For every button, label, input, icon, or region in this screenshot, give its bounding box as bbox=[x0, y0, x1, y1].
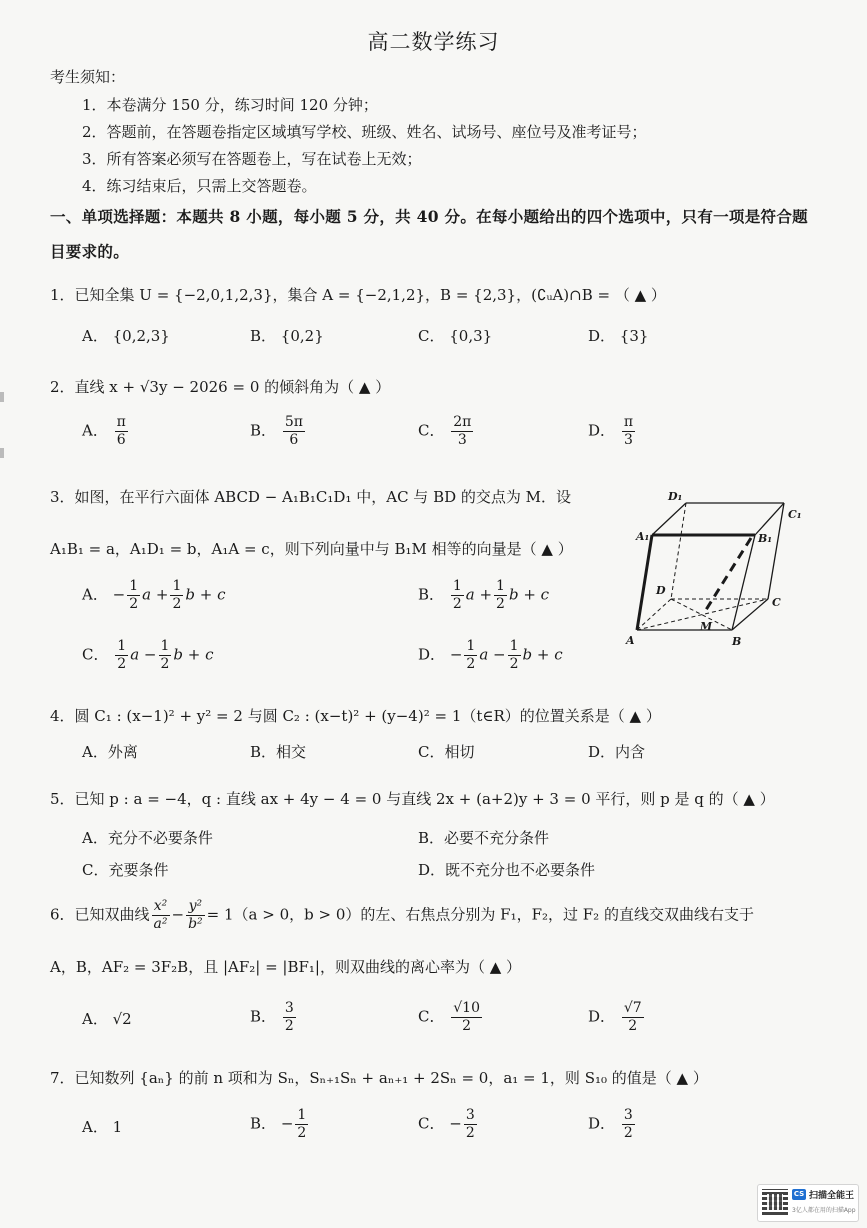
denominator: b² bbox=[188, 916, 203, 932]
option-label: D． bbox=[588, 1007, 616, 1026]
label-C1: C₁ bbox=[788, 508, 802, 521]
vector-a: a bbox=[142, 585, 152, 604]
section-heading-line1: 一、单项选择题：本题共 8 小题，每小题 5 分，共 40 分。在每小题给出的四个选项中，只有一项是符合题 bbox=[50, 207, 808, 226]
sign: − bbox=[493, 645, 506, 664]
edge-BC bbox=[732, 599, 768, 630]
fraction-x2-a2 bbox=[152, 898, 170, 933]
notice-item: 2．答题前，在答题卷指定区域填写学校、班级、姓名、试场号、座位号及准考证号； bbox=[82, 123, 647, 141]
denominator: 2 bbox=[623, 1125, 633, 1141]
vector-tail: b + c bbox=[522, 645, 563, 664]
denominator: 2 bbox=[496, 596, 505, 612]
q3-option-c bbox=[82, 638, 214, 673]
vector-tail: b + c bbox=[185, 585, 226, 604]
label-M: M bbox=[700, 620, 713, 633]
denominator: 2 bbox=[160, 656, 170, 672]
q7-option-b bbox=[250, 1107, 310, 1142]
question-3-stem-line1: 3．如图，在平行六面体 ABCD − A₁B₁C₁D₁ 中，AC 与 BD 的交点为 M．设 bbox=[50, 488, 572, 506]
vector-a: a bbox=[465, 585, 475, 604]
fraction-half bbox=[115, 638, 128, 673]
fraction-y2-b2 bbox=[186, 898, 205, 933]
edge-A1D1 bbox=[652, 503, 686, 535]
numerator: 2π bbox=[453, 414, 472, 430]
fraction bbox=[283, 1000, 296, 1035]
q6-option-d bbox=[588, 1000, 646, 1035]
numerator: 3 bbox=[465, 1107, 475, 1123]
section-heading-line2: 目要求的。 bbox=[50, 242, 130, 261]
fraction bbox=[295, 1107, 308, 1142]
question-7-stem: 7．已知数列 {aₙ} 的前 n 项和为 Sₙ，Sₙ₊₁Sₙ + aₙ₊₁ + 2Sₙ = 0，a₁ = 1，则 S₁₀ 的值是（ ▲ ） bbox=[50, 1069, 708, 1087]
q7-option-d bbox=[588, 1107, 637, 1142]
q1-option-d: D． {3} bbox=[588, 327, 649, 345]
q6-suffix: = 1（a > 0，b > 0）的左、右焦点分别为 F₁，F₂，过 F₂ 的直线交双曲线右支于 bbox=[206, 905, 754, 924]
scan-edge-mark bbox=[0, 392, 4, 402]
option-label: B． bbox=[250, 1007, 277, 1026]
q5-option-b: B．必要不充分条件 bbox=[418, 829, 550, 847]
option-label: A． bbox=[82, 585, 108, 604]
qr-code-icon bbox=[762, 1189, 788, 1215]
denominator: 2 bbox=[284, 1018, 294, 1034]
edge-A1A bbox=[637, 535, 652, 630]
denominator: 3 bbox=[623, 432, 633, 448]
q6-option-c bbox=[418, 1000, 484, 1035]
fraction-half bbox=[451, 578, 464, 613]
fraction bbox=[283, 414, 305, 449]
question-4-stem: 4．圆 C₁ : (x−1)² + y² = 2 与圆 C₂ : (x−t)² + (y−4)² = 1（t∈R）的位置关系是（ ▲ ） bbox=[50, 707, 661, 725]
scanner-app-name: 扫描全能王 bbox=[809, 1191, 855, 1201]
question-5-stem: 5．已知 p : a = −4，q : 直线 ax + 4y − 4 = 0 与直线 2x + (a+2)y + 3 = 0 平行，则 p 是 q 的（ ▲ ） bbox=[50, 790, 775, 808]
scan-edge-mark bbox=[0, 448, 4, 458]
q3-option-a bbox=[82, 578, 225, 613]
q4-option-b: B．相交 bbox=[250, 743, 307, 761]
question-6-stem-line2: A，B，AF₂ = 3F₂B，且 |AF₂| = |BF₁|，则双曲线的离心率为（ ▲ ） bbox=[50, 958, 522, 976]
label-B1: B₁ bbox=[758, 532, 773, 545]
numerator: 1 bbox=[297, 1107, 307, 1123]
notice-heading: 考生须知： bbox=[50, 68, 126, 86]
option-label: A． bbox=[82, 421, 108, 440]
minus-sign: − bbox=[171, 905, 185, 924]
denominator: 2 bbox=[297, 1125, 307, 1141]
numerator: 1 bbox=[129, 578, 139, 594]
numerator: √10 bbox=[453, 1000, 481, 1016]
label-A1: A₁ bbox=[636, 530, 650, 543]
edge-B1B bbox=[732, 535, 755, 630]
label-D1: D₁ bbox=[668, 490, 683, 503]
fraction bbox=[464, 1107, 477, 1142]
option-label: B． bbox=[418, 585, 445, 604]
numerator: 1 bbox=[509, 638, 519, 654]
denominator: 2 bbox=[172, 596, 182, 612]
q2-option-a bbox=[82, 414, 130, 449]
option-label: B． bbox=[250, 1114, 277, 1133]
question-3-stem-line2: A₁B₁ = a，A₁D₁ = b，A₁A = c，则下列向量中与 B₁M 相等的向量是（ ▲ ） bbox=[50, 540, 573, 558]
fraction bbox=[622, 414, 635, 449]
fraction-half bbox=[170, 578, 183, 613]
numerator: 1 bbox=[172, 578, 182, 594]
numerator: 3 bbox=[284, 1000, 294, 1016]
numerator: x² bbox=[152, 898, 170, 916]
numerator: 5π bbox=[284, 414, 303, 430]
numerator: 1 bbox=[496, 578, 505, 594]
vector-a: a bbox=[479, 645, 489, 664]
camscanner-logo-icon: CS bbox=[793, 1190, 805, 1198]
numerator: π bbox=[116, 414, 126, 430]
fraction-half bbox=[508, 638, 521, 673]
denominator: 3 bbox=[457, 432, 467, 448]
denominator: 2 bbox=[117, 656, 127, 672]
label-D: D bbox=[656, 584, 666, 597]
option-label: A． bbox=[82, 1118, 108, 1136]
fraction-half bbox=[127, 578, 140, 613]
q2-option-c bbox=[418, 414, 475, 449]
label-B: B bbox=[732, 635, 742, 648]
notice-item: 4．练习结束后，只需上交答题卷。 bbox=[82, 177, 317, 195]
sign: − bbox=[280, 1114, 294, 1133]
scanner-watermark bbox=[757, 1184, 859, 1222]
fraction bbox=[622, 1000, 644, 1035]
numerator: π bbox=[623, 414, 634, 430]
hidden-edge-D1D bbox=[671, 503, 686, 599]
q1-option-b: B． {0,2} bbox=[250, 327, 324, 345]
denominator: 2 bbox=[509, 656, 519, 672]
denominator: 2 bbox=[628, 1018, 638, 1034]
denominator: 2 bbox=[465, 1125, 475, 1141]
numerator: 1 bbox=[117, 638, 127, 654]
question-2-stem: 2．直线 x + √3y − 2026 = 0 的倾斜角为（ ▲ ） bbox=[50, 378, 391, 396]
fraction-half bbox=[159, 638, 172, 673]
sign: + bbox=[155, 585, 169, 604]
q3-option-d bbox=[418, 638, 563, 673]
q2-option-b bbox=[250, 414, 307, 449]
q2-option-d bbox=[588, 414, 637, 449]
notice-item: 3．所有答案必须写在答题卷上，写在试卷上无效； bbox=[82, 150, 422, 168]
denominator: 2 bbox=[452, 596, 462, 612]
q6-prefix: 6．已知双曲线 bbox=[50, 905, 150, 924]
option-label: D． bbox=[588, 1114, 616, 1133]
option-value: 1 bbox=[112, 1118, 123, 1136]
parallelepiped-figure bbox=[620, 482, 810, 652]
notice-item: 1．本卷满分 150 分，练习时间 120 分钟； bbox=[82, 96, 378, 114]
sign: − bbox=[449, 1114, 462, 1133]
vector-B1M bbox=[704, 538, 751, 613]
page-title: 高二数学练习 bbox=[367, 30, 500, 54]
denominator: 6 bbox=[289, 432, 299, 448]
q1-option-a: A． {0,2,3} bbox=[82, 327, 170, 345]
q7-option-c bbox=[418, 1107, 479, 1142]
label-A: A bbox=[626, 634, 635, 647]
numerator: 1 bbox=[452, 578, 462, 594]
option-label: D． bbox=[588, 421, 616, 440]
sign: − bbox=[112, 585, 126, 604]
denominator: 2 bbox=[129, 596, 139, 612]
q4-option-a: A．外离 bbox=[82, 743, 138, 761]
question-6-stem-line1 bbox=[50, 898, 754, 933]
q5-option-a: A．充分不必要条件 bbox=[82, 829, 213, 847]
fraction bbox=[451, 1000, 482, 1035]
option-label: B． bbox=[250, 421, 277, 440]
option-label: C． bbox=[418, 1114, 445, 1133]
sign: − bbox=[143, 645, 157, 664]
q5-option-d: D．既不充分也不必要条件 bbox=[418, 861, 596, 879]
q7-option-a bbox=[82, 1116, 122, 1137]
option-label: D． bbox=[418, 645, 446, 664]
vector-a: a bbox=[130, 645, 140, 664]
option-value: √2 bbox=[112, 1010, 132, 1028]
denominator: 2 bbox=[462, 1018, 472, 1034]
q4-option-c: C．相切 bbox=[418, 743, 475, 761]
numerator: 3 bbox=[623, 1107, 633, 1123]
option-label: C． bbox=[418, 421, 445, 440]
numerator: y² bbox=[186, 898, 205, 916]
q1-option-c: C． {0,3} bbox=[418, 327, 493, 345]
vector-tail: b + c bbox=[173, 645, 214, 664]
fraction-half bbox=[464, 638, 477, 673]
question-1-stem: 1．已知全集 U = {−2,0,1,2,3}，集合 A = {−2,1,2}，B = {2,3}，(∁ᵤA)∩B = （ ▲ ） bbox=[50, 286, 666, 304]
sign: − bbox=[449, 645, 463, 664]
numerator: 1 bbox=[160, 638, 170, 654]
numerator: 1 bbox=[466, 638, 476, 654]
q3-option-b bbox=[418, 578, 549, 613]
fraction bbox=[115, 414, 128, 449]
q5-option-c: C．充要条件 bbox=[82, 861, 169, 879]
denominator: a² bbox=[153, 916, 168, 932]
q4-option-d: D．内含 bbox=[588, 743, 646, 761]
numerator: √7 bbox=[623, 1000, 642, 1016]
vector-tail: b + c bbox=[508, 585, 550, 604]
option-label: A． bbox=[82, 1010, 108, 1028]
option-label: C． bbox=[418, 1007, 445, 1026]
q6-option-a bbox=[82, 1008, 132, 1029]
denominator: 2 bbox=[466, 656, 476, 672]
q6-option-b bbox=[250, 1000, 298, 1035]
scanner-tagline: 3亿人都在用的扫描App bbox=[792, 1207, 856, 1214]
label-C: C bbox=[772, 596, 781, 609]
fraction bbox=[622, 1107, 635, 1142]
fraction-half bbox=[494, 578, 507, 613]
fraction bbox=[451, 414, 473, 449]
option-label: C． bbox=[82, 645, 109, 664]
sign: + bbox=[479, 585, 493, 604]
denominator: 6 bbox=[116, 432, 126, 448]
